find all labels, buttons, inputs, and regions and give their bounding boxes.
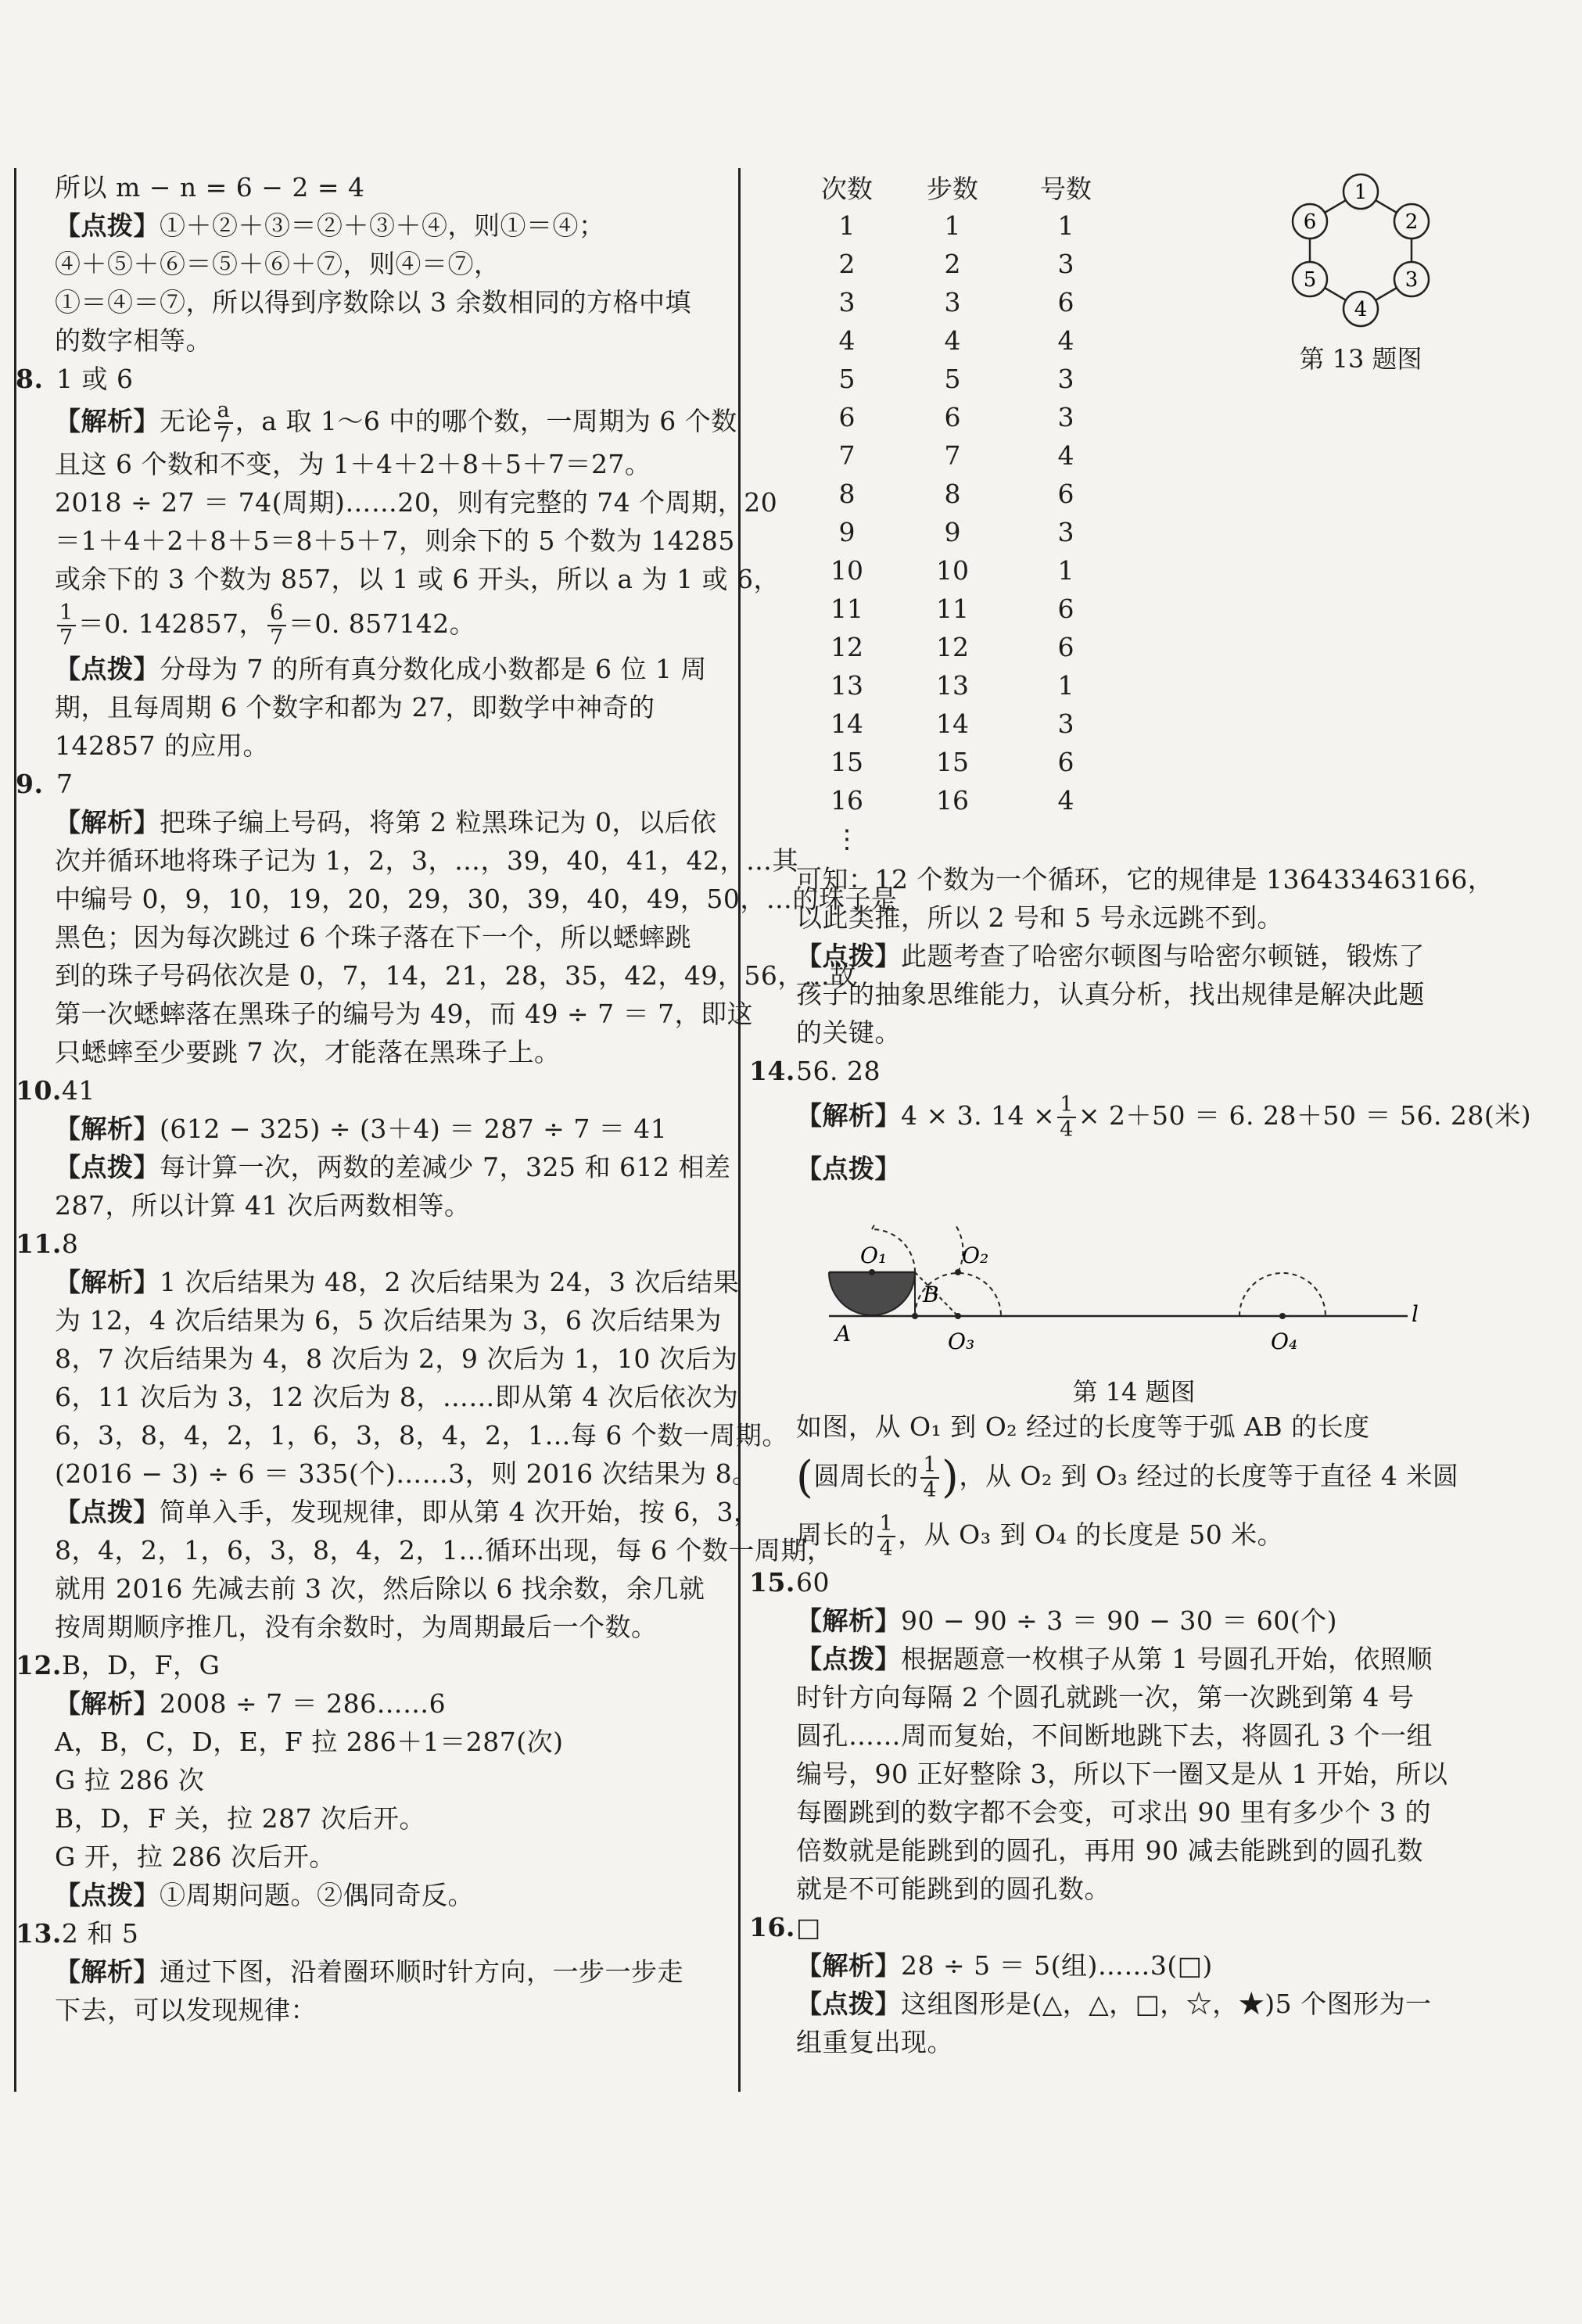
- table-cell: 1: [1057, 670, 1074, 701]
- table-cell: 2: [838, 249, 856, 279]
- text-line: 为 12，4 次后结果为 6，5 次后结果为 3，6 次后结果为: [55, 1305, 722, 1336]
- text-line: 黑色；因为每次跳过 6 个珠子落在下一个，所以蟋蟀跳: [55, 922, 691, 952]
- text-line: 时针方向每隔 2 个圆孔就跳一次，第一次跳到第 4 号: [796, 1682, 1415, 1713]
- table-cell: 3: [944, 287, 961, 317]
- text-line: [16, 1684, 731, 1723]
- text-line: [796, 1149, 1562, 1188]
- text-span: 2008 ÷ 7 ＝ 286……6: [160, 1688, 447, 1719]
- table-cell: 10: [936, 555, 969, 586]
- hint-tag: 【点拨】: [796, 1644, 901, 1674]
- text-span: 1 次后结果为 48，2 次后结果为 24，3 次后结果: [160, 1267, 740, 1297]
- table-row: [796, 743, 1125, 781]
- fraction: [1057, 1093, 1076, 1142]
- fraction: [877, 1512, 896, 1561]
- question-number: 15.: [749, 1567, 795, 1598]
- hint-tag: 【点拨】: [55, 1497, 160, 1527]
- text-line: [16, 398, 737, 447]
- table-cell: 6: [1057, 632, 1074, 662]
- figure-13: [1267, 168, 1455, 375]
- table-cell: 4: [944, 325, 961, 356]
- text-line: [16, 1148, 731, 1186]
- answer: □: [796, 1912, 821, 1942]
- text-span: 根据题意一枚棋子从第 1 号圆孔开始，依照顺: [901, 1644, 1433, 1674]
- numerator: 1: [1057, 1093, 1076, 1118]
- text-line: [796, 1946, 1562, 1985]
- table-row: [796, 781, 1125, 819]
- analysis-tag: 【解析】: [55, 807, 160, 837]
- text-line: 以此类推，所以 2 号和 5 号永远跳不到。: [796, 902, 1283, 933]
- text-line: 2018 ÷ 27 ＝ 74(周期)……20，则有完整的 74 个周期，20: [55, 487, 778, 518]
- text-line: [796, 937, 1562, 975]
- text-line: 6，11 次后为 3，12 次后为 8，……即从第 4 次后依次为: [55, 1382, 739, 1412]
- table-cell: 9: [838, 517, 856, 547]
- table-cell: 4: [838, 325, 856, 356]
- question-number: 12.: [16, 1650, 62, 1680]
- table-row: [796, 436, 1125, 475]
- question-11-answer: [16, 1225, 731, 1263]
- numerator: 1: [57, 601, 76, 626]
- table-cell: 7: [838, 440, 856, 471]
- table-body: [796, 206, 1125, 858]
- question-number: 8.: [16, 364, 44, 394]
- text-line: [16, 598, 731, 650]
- table-cell: 11: [830, 594, 863, 624]
- text-line: 按周期顺序推几，没有余数时，为周期最后一个数。: [55, 1612, 658, 1642]
- sequence-table: [796, 168, 1125, 858]
- table-cell: 15: [830, 747, 863, 777]
- text-span: ，从 O₃ 到 O₄ 的长度是 50 米。: [898, 1519, 1284, 1550]
- denominator: 7: [59, 626, 74, 650]
- question-number: 14.: [749, 1056, 795, 1086]
- text-span: ，a 取 1～6 中的哪个数，一周期为 6 个数: [235, 406, 737, 436]
- table-row: [796, 321, 1125, 360]
- text-line: [796, 1446, 1562, 1507]
- text-line: 142857 的应用。: [55, 730, 269, 761]
- table-row: [796, 398, 1125, 436]
- question-10-answer: [16, 1071, 731, 1110]
- point-O4: [1279, 1313, 1286, 1319]
- table-row: [796, 666, 1125, 705]
- text-span: ①＋②＋③＝②＋③＋④，则①＝④；: [160, 210, 605, 241]
- q13-conclusion: [749, 860, 1562, 1188]
- ring-node-label: 3: [1404, 268, 1419, 292]
- column-header: 步数: [927, 174, 978, 204]
- question-13-answer: [16, 1914, 731, 1953]
- text-line: [16, 1110, 731, 1148]
- ring-node-label: 2: [1404, 210, 1419, 234]
- text-line: 8，4，2，1，6，3，8，4，2，1…循环出现，每 6 个数一周期，: [55, 1535, 834, 1565]
- text-line: 6，3，8，4，2，1，6，3，8，4，2，1…每 6 个数一周期。: [55, 1420, 788, 1451]
- table-cell: 2: [944, 249, 961, 279]
- text-line: 就是不可能跳到的圆孔数。: [796, 1874, 1110, 1904]
- text-line: G 拉 286 次: [55, 1765, 205, 1795]
- text-line: [796, 1601, 1562, 1640]
- table-cell: 15: [936, 747, 969, 777]
- text-span: 周长的: [796, 1519, 875, 1550]
- table-cell: 3: [1057, 402, 1074, 432]
- analysis-tag: 【解析】: [55, 406, 160, 436]
- table-cell: 3: [1057, 364, 1074, 394]
- hint-tag: 【点拨】: [55, 654, 160, 684]
- text-line: [16, 650, 731, 688]
- answer: 56. 28: [796, 1056, 881, 1086]
- text-line: 所以 m − n = 6 − 2 = 4: [55, 172, 365, 203]
- text-line: 的数字相等。: [55, 325, 212, 356]
- text-line: [16, 1493, 760, 1531]
- answer: 8: [61, 1228, 79, 1259]
- text-line: A，B，C，D，E，F 拉 286＋1＝287(次): [55, 1727, 564, 1757]
- table-row: [796, 360, 1125, 398]
- table-cell: 14: [830, 708, 863, 739]
- column-divider: [738, 168, 741, 2092]
- text-line: 可知：12 个数为一个循环，它的规律是 136433463166，: [796, 864, 1494, 895]
- text-line: 组重复出现。: [796, 2027, 953, 2057]
- text-line: 下去，可以发现规律：: [55, 1995, 317, 2025]
- table-cell: 5: [944, 364, 961, 394]
- denominator: 4: [1060, 1117, 1074, 1142]
- text-line: 中编号 0，9，10，19，20，29，30，39，40，49，50，…的珠子是: [55, 884, 898, 914]
- label-O1: O₁: [860, 1243, 888, 1268]
- answer: 41: [61, 1075, 95, 1106]
- analysis-tag: 【解析】: [796, 1605, 901, 1636]
- table-cell: 11: [936, 594, 969, 624]
- table-cell: 6: [1057, 594, 1074, 624]
- table-cell: 8: [838, 479, 856, 509]
- text-span: ，从 O₂ 到 O₃ 经过的长度等于直径 4 米圆: [959, 1461, 1459, 1491]
- text-line: 每圈跳到的数字都不会变，可求出 90 里有多少个 3 的: [796, 1797, 1431, 1827]
- table-cell: 4: [1057, 785, 1074, 816]
- ring-node-label: 5: [1303, 268, 1317, 292]
- text-line: [796, 1985, 1562, 2023]
- text-span: (612 − 325) ÷ (3＋4) ＝ 287 ÷ 7 ＝ 41: [160, 1114, 668, 1144]
- ring-node-label: 6: [1303, 210, 1317, 234]
- table-row: [796, 513, 1125, 551]
- text-span: ＝0. 142857，: [77, 608, 266, 639]
- hint-tag: 【点拨】: [55, 210, 160, 241]
- answer: 2 和 5: [61, 1918, 139, 1949]
- table-row: [796, 206, 1125, 245]
- text-line: 次并循环地将珠子记为 1，2，3，…，39，40，41，42，…其: [55, 845, 798, 876]
- text-span: ＝0. 857142。: [288, 608, 476, 639]
- label-B: B: [923, 1282, 939, 1307]
- denominator: 7: [270, 626, 284, 650]
- text-line: [16, 206, 731, 245]
- analysis-tag: 【解析】: [55, 1956, 160, 1987]
- table-cell: 3: [1057, 249, 1074, 279]
- fraction: [57, 601, 76, 650]
- answer: 1 或 6: [56, 364, 134, 394]
- table-cell: 3: [838, 287, 856, 317]
- dashed-arc-4: [1239, 1273, 1326, 1316]
- text-line: 8，7 次后结果为 4，8 次后为 2，9 次后为 1，10 次后为: [55, 1343, 738, 1374]
- label-O3: O₃: [948, 1329, 975, 1354]
- table-cell: 6: [1057, 287, 1074, 317]
- denominator: 4: [879, 1537, 894, 1561]
- semicircle-path-diagram: [813, 1224, 1439, 1361]
- table-cell: 13: [936, 670, 969, 701]
- question-number: 9.: [16, 769, 44, 799]
- ring-node-label: 4: [1354, 298, 1368, 321]
- text-span: 28 ÷ 5 ＝ 5(组)……3(□): [901, 1950, 1213, 1981]
- ellipsis-cell: ⋮: [834, 823, 860, 854]
- text-line: 孩子的抽象思维能力，认真分析，找出规律是解决此题: [796, 979, 1425, 1010]
- text-line: 倍数就是能跳到的圆孔，再用 90 减去能跳到的圆孔数: [796, 1835, 1423, 1866]
- text-line: [16, 803, 731, 841]
- fraction: [267, 601, 286, 650]
- figure-caption: 第 14 题图: [1072, 1377, 1196, 1407]
- table-row: [796, 705, 1125, 743]
- numerator: 1: [877, 1512, 896, 1537]
- text-line: [796, 1507, 1562, 1563]
- question-number: 13.: [16, 1918, 62, 1949]
- text-line: [16, 1876, 731, 1914]
- table-cell: 12: [936, 632, 969, 662]
- analysis-tag: 【解析】: [796, 1950, 901, 1981]
- table-row: [796, 819, 1125, 858]
- ring-node-label: 1: [1354, 181, 1368, 204]
- text-line: 到的珠子号码依次是 0，7，14，21，28，35，42，49，56，…故: [55, 960, 856, 991]
- hint-tag: 【点拨】: [55, 1152, 160, 1182]
- text-line: 圆孔……周而复始，不间断地跳下去，将圆孔 3 个一组: [796, 1720, 1433, 1751]
- table-cell: 9: [944, 517, 961, 547]
- analysis-tag: 【解析】: [55, 1688, 160, 1719]
- text-line: 如图，从 O₁ 到 O₂ 经过的长度等于弧 AB 的长度: [796, 1411, 1370, 1442]
- question-number: 10.: [16, 1075, 62, 1106]
- answer: 60: [796, 1567, 830, 1598]
- text-span: 90 − 90 ÷ 3 ＝ 90 − 30 ＝ 60(个): [901, 1605, 1338, 1636]
- text-line: 且这 6 个数和不变，为 1＋4＋2＋8＋5＋7＝27。: [55, 449, 651, 479]
- text-span: 无论: [160, 406, 212, 436]
- numerator: 1: [920, 1454, 939, 1479]
- table-cell: 6: [838, 402, 856, 432]
- table-row: [796, 475, 1125, 513]
- question-number: 11.: [16, 1228, 62, 1259]
- text-line: [16, 1263, 740, 1301]
- text-line: 的关键。: [796, 1017, 901, 1048]
- text-span: 此题考查了哈密尔顿图与哈密尔顿链，锻炼了: [901, 941, 1425, 971]
- hint-tag: 【点拨】: [796, 1153, 901, 1184]
- table-cell: 16: [936, 785, 969, 816]
- text-line: G 开，拉 286 次后开。: [55, 1842, 335, 1872]
- label-O4: O₄: [1271, 1329, 1298, 1354]
- analysis-tag: 【解析】: [796, 1100, 901, 1131]
- analysis-tag: 【解析】: [55, 1114, 160, 1144]
- q14-explanation: [749, 1408, 1562, 2061]
- column-header: 次数: [821, 174, 873, 204]
- table-cell: 6: [1057, 747, 1074, 777]
- table-cell: 13: [830, 670, 863, 701]
- text-span: 4 × 3. 14 ×: [901, 1100, 1056, 1131]
- figure-14: [813, 1224, 1439, 1364]
- denominator: 7: [217, 423, 231, 447]
- table-cell: 4: [1057, 440, 1074, 471]
- numerator: a: [214, 399, 233, 424]
- point-O3: [955, 1313, 961, 1319]
- table-header-row: [796, 168, 1125, 206]
- text-line: 期，且每周期 6 个数字和都为 27，即数学中神奇的: [55, 692, 655, 723]
- label-A: A: [835, 1321, 852, 1347]
- label-l: l: [1412, 1301, 1419, 1327]
- text-line: [796, 1090, 1562, 1142]
- text-line: 第一次蟋蟀落在黑珠子的编号为 49，而 49 ÷ 7 ＝ 7，即这: [55, 999, 754, 1029]
- text-span: 分母为 7 的所有真分数化成小数都是 6 位 1 周: [160, 654, 707, 684]
- table-cell: 3: [1057, 708, 1074, 739]
- table-cell: 1: [944, 210, 961, 241]
- label-O2: O₂: [962, 1243, 989, 1268]
- text-span: 通过下图，沿着圈环顺时针方向，一步一步走: [160, 1956, 683, 1987]
- text-span: ①周期问题。②偶同奇反。: [160, 1880, 474, 1910]
- text-line: (2016 − 3) ÷ 6 ＝ 335(个)……3，则 2016 次结果为 8。: [55, 1458, 759, 1489]
- table-row: [796, 245, 1125, 283]
- hexagon-ring-diagram: [1267, 168, 1455, 340]
- text-line: 或余下的 3 个数为 857，以 1 或 6 开头，所以 a 为 1 或 6，: [55, 564, 780, 594]
- table-cell: 6: [944, 402, 961, 432]
- text-span: 把珠子编上号码，将第 2 粒黑珠记为 0，以后依: [160, 807, 717, 837]
- table-cell: 12: [830, 632, 863, 662]
- fraction: [920, 1454, 939, 1502]
- table-cell: 16: [830, 785, 863, 816]
- table-cell: 4: [1057, 325, 1074, 356]
- table-cell: 5: [838, 364, 856, 394]
- table-cell: 6: [1057, 479, 1074, 509]
- question-15-answer: [749, 1563, 1562, 1601]
- question-8-answer: [16, 360, 731, 398]
- table-cell: 3: [1057, 517, 1074, 547]
- table-cell: 8: [944, 479, 961, 509]
- table-cell: 1: [838, 210, 856, 241]
- table-cell: 1: [1057, 210, 1074, 241]
- text-span: × 2＋50 ＝ 6. 28＋50 ＝ 56. 28(米): [1078, 1100, 1532, 1131]
- table-row: [796, 590, 1125, 628]
- numerator: 6: [267, 601, 286, 626]
- paren: ): [942, 1452, 960, 1503]
- text-span: 每计算一次，两数的差减少 7，325 和 612 相差: [160, 1152, 731, 1182]
- shaded-half-disk: [829, 1272, 915, 1315]
- question-number: 16.: [749, 1912, 795, 1942]
- ring-nodes: [1293, 174, 1429, 326]
- figure-caption: 第 13 题图: [1299, 344, 1422, 374]
- hint-tag: 【点拨】: [796, 941, 901, 971]
- question-9-answer: [16, 765, 731, 803]
- text-line: [796, 1640, 1562, 1678]
- text-line: [16, 1953, 731, 1991]
- text-span: 圆周长的: [813, 1461, 919, 1491]
- hint-tag: 【点拨】: [796, 1989, 901, 2019]
- text-line: 287，所以计算 41 次后两数相等。: [55, 1190, 471, 1221]
- table-row: [796, 628, 1125, 666]
- text-line: B，D，F 关，拉 287 次后开。: [55, 1803, 426, 1834]
- text-line: 只蟋蟀至少要跳 7 次，才能落在黑珠子上。: [55, 1037, 561, 1067]
- column-header: 号数: [1040, 174, 1092, 204]
- text-line: 编号，90 正好整除 3，所以下一圈又是从 1 开始，所以: [796, 1759, 1448, 1789]
- question-14-answer: [749, 1052, 1562, 1090]
- point-O1: [869, 1269, 875, 1275]
- table-cell: 10: [830, 555, 863, 586]
- table-cell: 14: [936, 708, 969, 739]
- point-B-foot: [912, 1313, 918, 1319]
- question-12-answer: [16, 1646, 731, 1684]
- text-line: ＝1＋4＋2＋8＋5＝8＋5＋7，则余下的 5 个数为 14285: [55, 525, 735, 556]
- hint-tag: 【点拨】: [55, 1880, 160, 1910]
- analysis-tag: 【解析】: [55, 1267, 160, 1297]
- table-row: [796, 283, 1125, 321]
- question-16-answer: [749, 1908, 1562, 1946]
- text-span: 这组图形是(△，△，□，☆，★)5 个图形为一: [901, 1989, 1432, 2019]
- text-line: ①＝④＝⑦，所以得到序数除以 3 余数相同的方格中填: [55, 287, 691, 317]
- table-row: [796, 551, 1125, 590]
- table-cell: 7: [944, 440, 961, 471]
- fraction: [214, 399, 233, 447]
- text-span: 简单入手，发现规律，即从第 4 次开始，按 6，3，: [160, 1497, 760, 1527]
- table-cell: 1: [1057, 555, 1074, 586]
- paren: (: [796, 1452, 814, 1503]
- text-line: ④＋⑤＋⑥＝⑤＋⑥＋⑦，则④＝⑦，: [55, 249, 500, 279]
- answer: 7: [56, 769, 74, 799]
- denominator: 4: [923, 1478, 938, 1502]
- text-line: 就用 2016 先减去前 3 次，然后除以 6 找余数，余几就: [55, 1573, 705, 1604]
- answer: B，D，F，G: [61, 1650, 221, 1680]
- point-O2: [955, 1269, 961, 1275]
